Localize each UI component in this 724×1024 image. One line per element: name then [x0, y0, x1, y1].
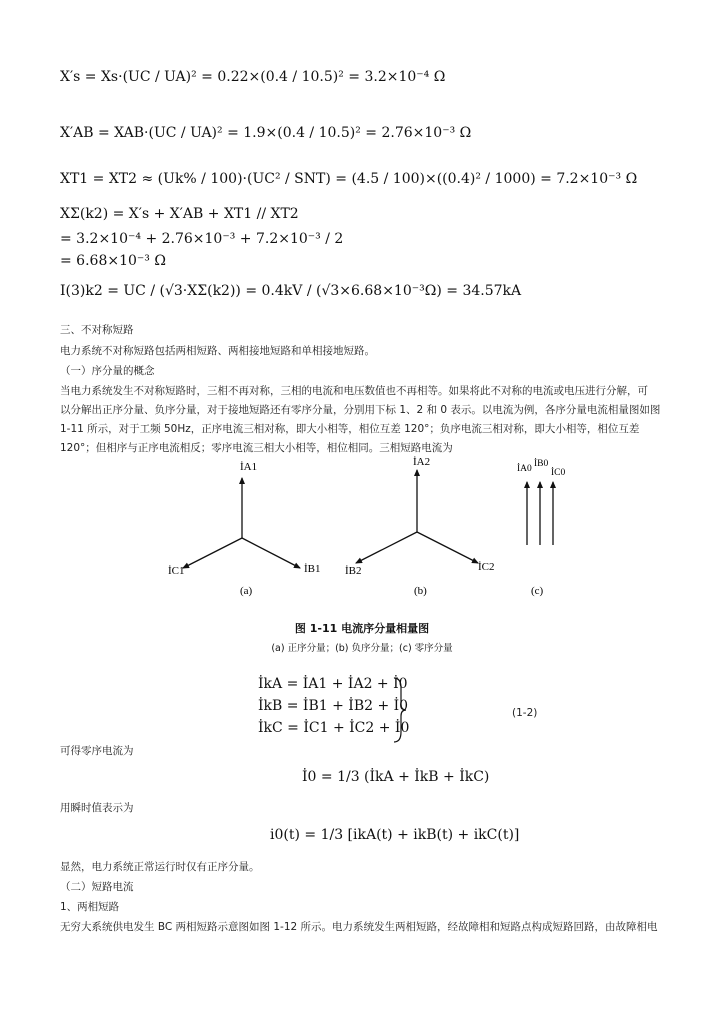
formula-line1-text: = 3.2×10⁻⁴ + 2.76×10⁻³ + 7.2×10⁻³ / 2	[60, 231, 344, 247]
label-a-right: İB1	[304, 563, 321, 575]
phasor-b1-line	[242, 538, 300, 568]
equation-system	[258, 675, 409, 741]
inst-intro: 用瞬时值表示为	[60, 802, 134, 814]
paragraph-1: 电力系统不对称短路包括两相短路、两相接地短路和单相接地短路。	[60, 345, 375, 357]
formula-ik-text: I(3)k2 = UC / (√3·XΣ(k2)) = 0.4kV / (√3×6.68×10⁻³Ω) = 34.57kA	[60, 283, 522, 299]
formula-xs-text: X′s = Xs·(UC / UA)² = 0.22×(0.4 / 10.5)² = 3.2×10⁻⁴ Ω	[60, 69, 446, 85]
phasor-b2-line	[356, 532, 417, 563]
system-row-b: İkB = İB1 + İB2 + İ0	[258, 698, 409, 714]
last-paragraph: 无穷大系统供电发生 BC 两相短路示意图如图 1-12 所示。电力系统发生两相短路，经故障相和短路点构成短路回路，由故障相电	[60, 921, 658, 933]
label-b: (b)	[414, 585, 427, 597]
subheading-1: （一）序分量的概念	[60, 365, 155, 377]
heading-two-phase: 1、两相短路	[60, 901, 120, 913]
formula-xt-text: XT1 = XT2 ≈ (Uk% / 100)·(UC² / SNT) = (4.5 / 100)×((0.4)² / 1000) = 7.2×10⁻³ Ω	[60, 171, 638, 187]
formula-xsum	[60, 205, 299, 223]
figure-caption: 图 1-11 电流序分量相量图	[294, 622, 430, 635]
normal-operation-text: 显然，电力系统正常运行时仅有正序分量。	[60, 861, 260, 873]
formula-line1	[60, 230, 343, 248]
formula-xt	[60, 170, 637, 188]
label-c: (c)	[531, 585, 544, 597]
paragraph-2-line-4: 120°；但相序与正序电流相反；零序电流三相大小相等，相位相同。三相短路电流为	[60, 442, 453, 454]
system-row-a: İkA = İA1 + İA2 + İ0	[258, 676, 408, 692]
label-a: (a)	[240, 585, 253, 597]
label-a-top: İA1	[240, 461, 258, 473]
paragraph-2-line-1: 当电力系统发生不对称短路时，三相不再对称，三相的电流和电压数值也不再相等。如果将此不对称的电流或电压进行分解，可	[60, 385, 648, 397]
subheading-2: （二）短路电流	[60, 881, 134, 893]
formula-line2-text: = 6.68×10⁻³ Ω	[60, 253, 166, 269]
diagram-negative-sequence	[345, 456, 495, 597]
formula-xs	[60, 68, 445, 86]
system-brace	[392, 676, 408, 744]
formula-xab-text: X′AB = XAB·(UC / UA)² = 1.9×(0.4 / 10.5)² = 2.76×10⁻³ Ω	[60, 125, 472, 141]
label-c-2: İB0	[534, 459, 549, 469]
formula-xsum-text: XΣ(k2) = X′s + X′AB + XT1 // XT2	[60, 206, 299, 222]
phasor-c1-line	[183, 538, 242, 568]
label-b-top: İA2	[413, 456, 431, 468]
diagram-positive-sequence	[168, 461, 321, 597]
zero-equation: İ0 = 1/3 (İkA + İkB + İkC)	[302, 769, 490, 785]
equation-number: (1-2)	[512, 707, 538, 719]
label-b-right: İC2	[478, 561, 495, 573]
inst-equation: i0(t) = 1/3 [ikA(t) + ikB(t) + ikC(t)]	[270, 827, 520, 843]
label-c-1: İA0	[517, 464, 532, 474]
formula-ik	[60, 282, 521, 300]
label-a-left: İC1	[168, 565, 185, 577]
paragraph-2-line-3: 1-11 所示，对于工频 50Hz，正序电流三相对称，即大小相等，相位互差 120°；负序电流三相对称，即大小相等，相位互差	[60, 423, 640, 435]
label-c-3: İC0	[551, 468, 566, 478]
formula-xab	[60, 124, 471, 142]
phasor-c2-line	[417, 532, 478, 563]
section-heading-3: 三、不对称短路	[60, 324, 134, 336]
label-b-left: İB2	[345, 565, 362, 577]
figure-subcaption: (a) 正序分量；(b) 负序分量；(c) 零序分量	[271, 643, 453, 654]
paragraph-2-line-2: 以分解出正序分量、负序分量，对于接地短路还有零序分量，分别用下标 1、2 和 0 表示。以电流为例，各序分量电流相量图如图	[60, 404, 661, 416]
system-row-c: İkC = İC1 + İC2 + İ0	[258, 720, 410, 736]
diagram-zero-sequence	[517, 457, 566, 597]
formula-line2	[60, 252, 166, 270]
zero-intro: 可得零序电流为	[60, 745, 134, 757]
phasor-figure	[0, 455, 724, 605]
